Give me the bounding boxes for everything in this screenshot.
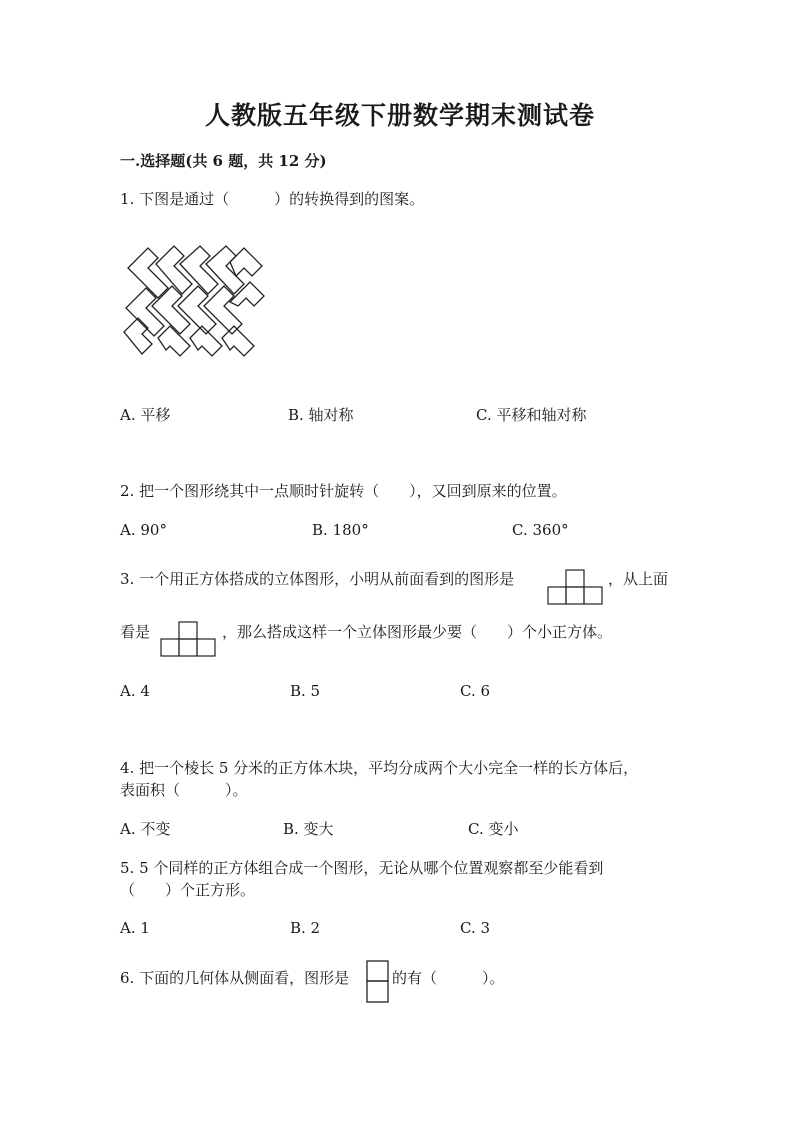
q2-option-c[interactable]: C. 360° (512, 521, 569, 539)
q5-option-c[interactable]: C. 3 (460, 919, 491, 937)
question-5-text-line1: 5. 5 个同样的正方体组合成一个图形，无论从哪个位置观察都至少能看到 (120, 859, 604, 877)
question-5-text-line2: （ ）个正方形。 (120, 881, 256, 899)
question-6-text-part1: 6. 下面的几何体从侧面看，图形是 (120, 969, 350, 987)
question-2-text: 2. 把一个图形绕其中一点顺时针旋转（ ），又回到原来的位置。 (120, 482, 567, 500)
q4-option-a[interactable]: A. 不变 (120, 820, 171, 838)
section-heading: 一.选择题(共 6 题，共 12 分) (120, 152, 327, 170)
q5-option-a[interactable]: A. 1 (120, 919, 150, 937)
question-3-text-part3: 看是 (120, 623, 151, 641)
question-3-text-part1: 3. 一个用正方体搭成的立体图形，小明从前面看到的图形是 (120, 570, 515, 588)
q1-option-c[interactable]: C. 平移和轴对称 (476, 406, 587, 424)
question-6-text-part2: 的有（ ）。 (392, 969, 505, 987)
top-view-shape-icon (160, 621, 218, 657)
q4-option-c[interactable]: C. 变小 (468, 820, 519, 838)
q1-option-a[interactable]: A. 平移 (120, 406, 171, 424)
q5-option-b[interactable]: B. 2 (290, 919, 321, 937)
question-3-text-part2: ，从上面 (608, 570, 669, 588)
q3-option-b[interactable]: B. 5 (290, 682, 321, 700)
page-title: 人教版五年级下册数学期末测试卷 (204, 101, 595, 130)
question-4-text-line1: 4. 把一个棱长 5 分米的正方体木块，平均分成两个大小完全一样的长方体后， (120, 759, 639, 777)
q3-option-c[interactable]: C. 6 (460, 682, 491, 700)
q4-option-b[interactable]: B. 变大 (283, 820, 334, 838)
question-3-text-part4: ，那么搭成这样一个立体图形最少要（ ）个小正方体。 (222, 623, 613, 641)
side-view-shape-icon (366, 960, 390, 1004)
interlocking-pattern-icon (118, 240, 268, 360)
q2-option-b[interactable]: B. 180° (312, 521, 369, 539)
question-4-text-line2: 表面积（ ）。 (120, 781, 248, 799)
q2-option-a[interactable]: A. 90° (120, 521, 167, 539)
question-1-text: 1. 下图是通过（ ）的转换得到的图案。 (120, 190, 425, 208)
front-view-shape-icon (547, 569, 605, 605)
q3-option-a[interactable]: A. 4 (120, 682, 150, 700)
q1-option-b[interactable]: B. 轴对称 (288, 406, 354, 424)
